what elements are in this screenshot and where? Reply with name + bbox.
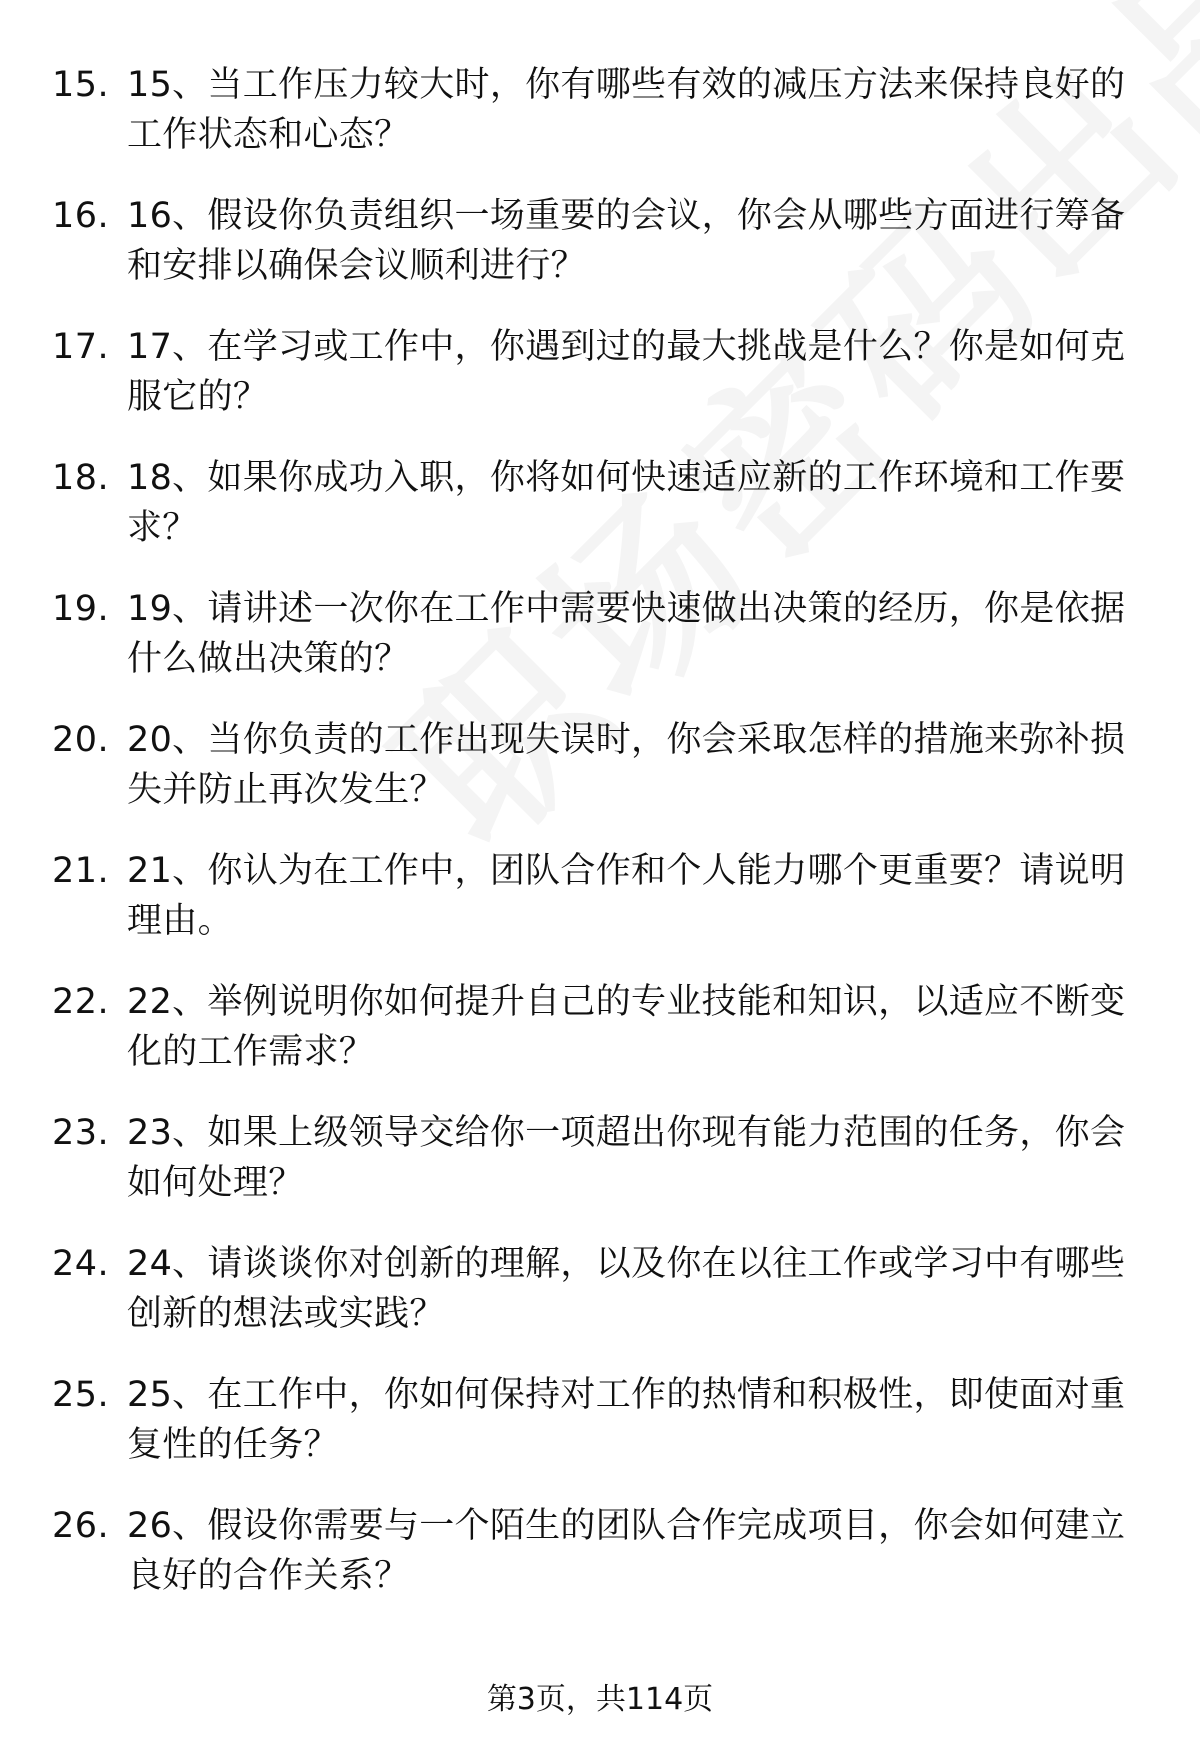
page-footer: 第3页，共114页 [486,1682,714,1717]
item-text: 16、假设你负责组织一场重要的会议，你会从哪些方面进行筹备和安排以确保会议顺利进行？ [127,196,1126,286]
item-number: 24. [52,1244,110,1284]
list-item [52,1108,1152,1239]
item-text: 21、你认为在工作中，团队合作和个人能力哪个更重要？请说明理由。 [127,851,1126,941]
list-item [52,60,1152,191]
item-number: 17. [52,327,110,367]
item-text: 15、当工作压力较大时，你有哪些有效的减压方法来保持良好的工作状态和心态？ [127,65,1126,155]
item-number: 22. [52,982,110,1022]
item-text: 22、举例说明你如何提升自己的专业技能和知识，以适应不断变化的工作需求？ [127,982,1126,1072]
question-list [52,60,1152,1632]
item-number: 16. [52,196,110,236]
item-number: 19. [52,589,110,629]
item-number: 23. [52,1113,110,1153]
item-text: 20、当你负责的工作出现失误时，你会采取怎样的措施来弥补损失并防止再次发生？ [127,720,1126,810]
list-item [52,1501,1152,1632]
list-item [52,191,1152,322]
list-item [52,1370,1152,1501]
item-number: 25. [52,1375,110,1415]
item-text: 17、在学习或工作中，你遇到过的最大挑战是什么？你是如何克服它的？ [127,327,1126,417]
item-number: 26. [52,1506,110,1546]
item-text: 19、请讲述一次你在工作中需要快速做出决策的经历，你是依据什么做出决策的？ [127,589,1126,679]
list-item [52,1239,1152,1370]
list-item [52,846,1152,977]
list-item [52,715,1152,846]
item-text: 26、假设你需要与一个陌生的团队合作完成项目，你会如何建立良好的合作关系？ [127,1506,1126,1596]
item-number: 20. [52,720,110,760]
item-text: 25、在工作中，你如何保持对工作的热情和积极性，即使面对重复性的任务？ [127,1375,1126,1465]
list-item [52,322,1152,453]
item-text: 23、如果上级领导交给你一项超出你现有能力范围的任务，你会如何处理？ [127,1113,1126,1203]
item-number: 21. [52,851,110,891]
item-text: 24、请谈谈你对创新的理解，以及你在以往工作或学习中有哪些创新的想法或实践？ [127,1244,1126,1334]
list-item [52,977,1152,1108]
item-text: 18、如果你成功入职，你将如何快速适应新的工作环境和工作要求？ [127,458,1126,548]
item-number: 15. [52,65,110,105]
list-item [52,453,1152,584]
item-number: 18. [52,458,110,498]
list-item [52,584,1152,715]
